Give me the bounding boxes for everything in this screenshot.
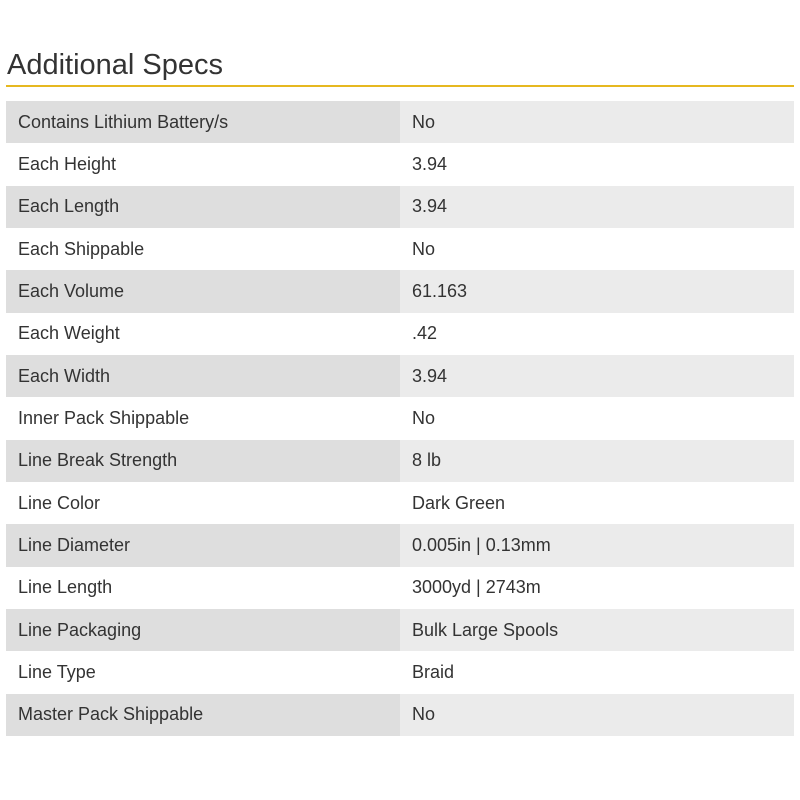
- spec-label: Each Weight: [6, 313, 400, 355]
- spec-value: .42: [400, 313, 794, 355]
- spec-value: No: [400, 694, 794, 736]
- spec-value: 3.94: [400, 355, 794, 397]
- spec-value: Braid: [400, 651, 794, 693]
- spec-label: Line Break Strength: [6, 440, 400, 482]
- spec-label: Line Packaging: [6, 609, 400, 651]
- specs-table: [6, 101, 794, 736]
- spec-row: [6, 694, 794, 736]
- spec-row: [6, 651, 794, 693]
- spec-label: Each Shippable: [6, 228, 400, 270]
- spec-row: [6, 397, 794, 439]
- spec-value: 3000yd | 2743m: [400, 567, 794, 609]
- spec-value: No: [400, 101, 794, 143]
- spec-label: Inner Pack Shippable: [6, 397, 400, 439]
- spec-label: Line Diameter: [6, 524, 400, 566]
- spec-label: Line Type: [6, 651, 400, 693]
- spec-row: [6, 567, 794, 609]
- spec-label: Each Height: [6, 143, 400, 185]
- spec-value: Bulk Large Spools: [400, 609, 794, 651]
- spec-value: No: [400, 397, 794, 439]
- spec-label: Each Width: [6, 355, 400, 397]
- spec-value: 3.94: [400, 143, 794, 185]
- additional-specs-section: [6, 45, 794, 736]
- spec-row: [6, 270, 794, 312]
- spec-row: [6, 524, 794, 566]
- spec-row: [6, 355, 794, 397]
- spec-label: Master Pack Shippable: [6, 694, 400, 736]
- spec-label: Line Color: [6, 482, 400, 524]
- spec-value: No: [400, 228, 794, 270]
- spec-value: 61.163: [400, 270, 794, 312]
- spec-label: Each Length: [6, 186, 400, 228]
- spec-row: [6, 609, 794, 651]
- spec-label: Contains Lithium Battery/s: [6, 101, 400, 143]
- specs-table-body: [6, 101, 794, 736]
- section-title: Additional Specs: [7, 49, 224, 81]
- spec-value: Dark Green: [400, 482, 794, 524]
- spec-row: [6, 440, 794, 482]
- spec-value: 8 lb: [400, 440, 794, 482]
- spec-row: [6, 228, 794, 270]
- spec-row: [6, 482, 794, 524]
- spec-row: [6, 143, 794, 185]
- spec-value: 0.005in | 0.13mm: [400, 524, 794, 566]
- title-divider: [6, 85, 794, 87]
- spec-row: [6, 101, 794, 143]
- spec-label: Line Length: [6, 567, 400, 609]
- spec-row: [6, 186, 794, 228]
- spec-value: 3.94: [400, 186, 794, 228]
- spec-label: Each Volume: [6, 270, 400, 312]
- spec-row: [6, 313, 794, 355]
